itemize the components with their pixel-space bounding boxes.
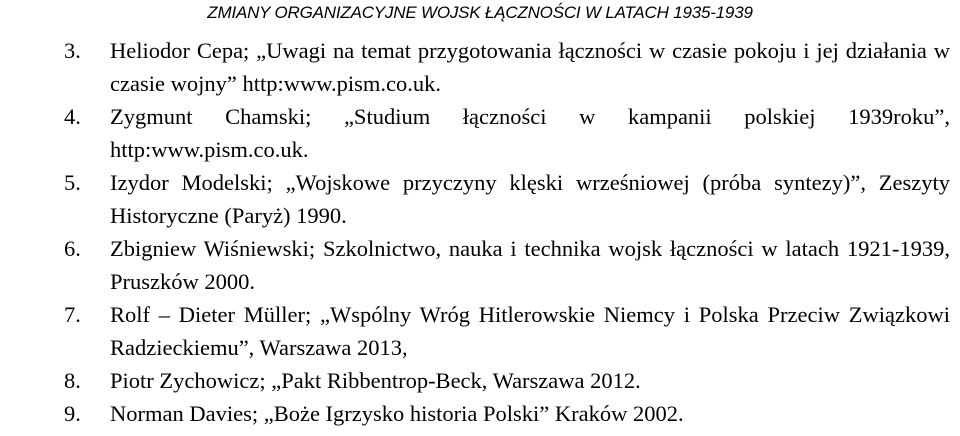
reference-item	[64, 232, 950, 298]
reference-text: Zbigniew Wiśniewski; Szkolnictwo, nauka i technika wojsk łączności w latach 1921-1939, Pruszków 2000.	[110, 236, 950, 294]
reference-number: 9.	[64, 401, 81, 426]
reference-text: Norman Davies; „Boże Igrzysko historia Polski” Kraków 2002.	[110, 401, 684, 426]
reference-text: Izydor Modelski; „Wojskowe przyczyny klęski wrześniowej (próba syntezy)”, Zeszyty Historyczne (Paryż) 1990.	[110, 170, 950, 228]
reference-text: Piotr Zychowicz; „Pakt Ribbentrop-Beck, Warszawa 2012.	[110, 368, 641, 393]
reference-text: Zygmunt Chamski; „Studium łączności w kampanii polskiej 1939roku”, http:www.pism.co.uk.	[110, 104, 950, 162]
reference-item	[64, 166, 950, 232]
reference-item	[64, 364, 950, 397]
reference-list	[64, 34, 950, 430]
reference-item	[64, 298, 950, 364]
reference-number: 6.	[64, 236, 81, 261]
reference-number: 3.	[64, 38, 81, 63]
reference-number: 7.	[64, 302, 81, 327]
reference-item	[64, 34, 950, 100]
reference-text: Heliodor Cepa; „Uwagi na temat przygotowania łączności w czasie pokoju i jej działania w czasie wojny” http:www.pism.co.uk.	[110, 38, 950, 96]
reference-text: Rolf – Dieter Müller; „Wspólny Wróg Hitlerowskie Niemcy i Polska Przeciw Związkowi Radzieckiemu”, Warszawa 2013,	[110, 302, 950, 360]
reference-number: 8.	[64, 368, 81, 393]
reference-item	[64, 100, 950, 166]
reference-number: 4.	[64, 104, 81, 129]
running-header: ZMIANY ORGANIZACYJNE WOJSK ŁĄCZNOŚCI W LATACH 1935-1939	[207, 3, 753, 22]
reference-item	[64, 397, 950, 430]
reference-number: 5.	[64, 170, 81, 195]
